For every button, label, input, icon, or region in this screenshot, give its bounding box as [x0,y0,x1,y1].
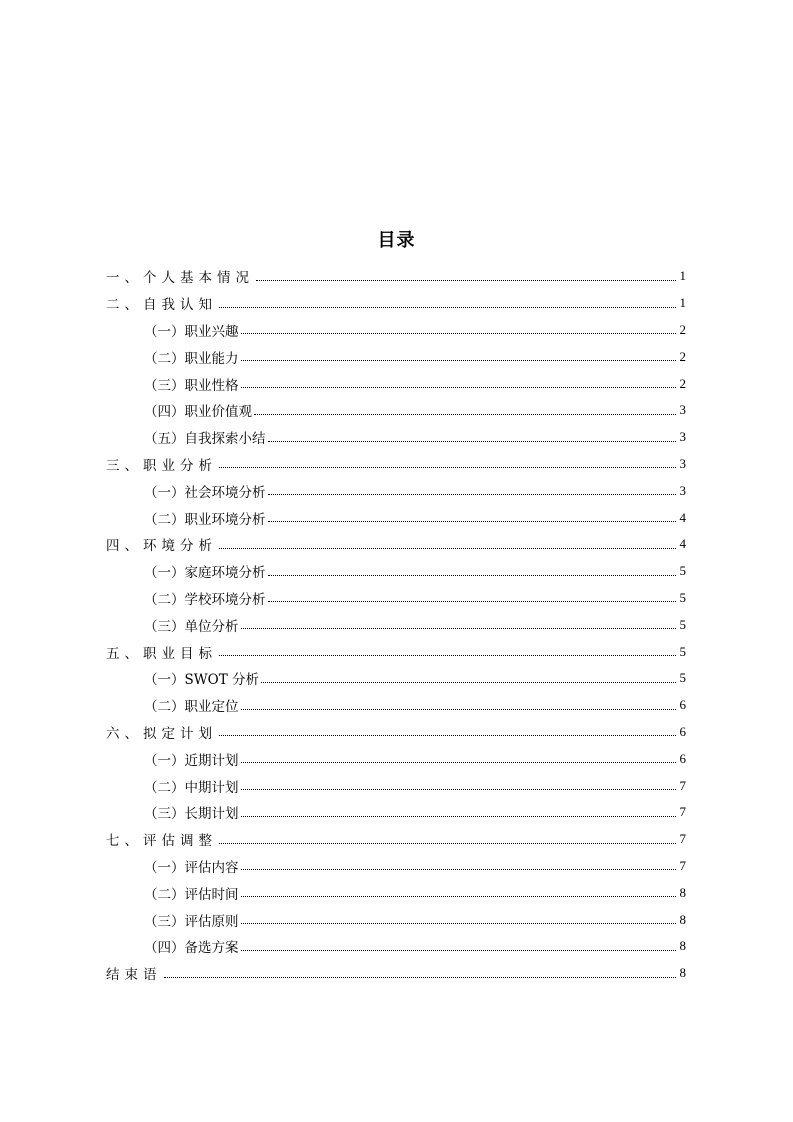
toc-entry-page-number: 5 [679,563,686,579]
toc-entry-page-number: 3 [679,482,686,498]
toc-entry-page-number: 3 [679,455,686,471]
toc-entry-page-number: 2 [679,321,686,337]
toc-subsection-entry[interactable] [106,477,686,504]
toc-list [106,263,686,987]
toc-entry-page-number: 7 [679,857,686,873]
toc-entry-label: （三）单位分析 [144,618,239,635]
toc-section-entry[interactable] [106,960,686,987]
toc-section-entry[interactable] [106,638,686,665]
toc-entry-label: （一）SWOT 分析 [144,672,259,689]
toc-dot-leader [241,816,677,817]
toc-dot-leader [268,575,677,576]
toc-entry-label: （二）学校环境分析 [144,591,266,608]
toc-subsection-entry[interactable] [106,745,686,772]
toc-entry-label: 六、拟定计划 [106,725,217,742]
toc-entry-page-number: 4 [679,509,686,525]
toc-entry-label: （二）职业定位 [144,699,239,716]
toc-subsection-entry[interactable] [106,370,686,397]
toc-dot-leader [241,869,677,870]
toc-entry-label: 七、评估调整 [106,833,217,850]
toc-entry-label: （三）职业性格 [144,377,239,394]
toc-subsection-entry[interactable] [106,558,686,585]
toc-entry-label: （五）自我探索小结 [144,431,266,448]
toc-subsection-entry[interactable] [106,665,686,692]
toc-dot-leader [254,414,676,415]
toc-section-entry[interactable] [106,290,686,317]
toc-entry-label: （一）近期计划 [144,752,239,769]
toc-title: 目录 [377,230,416,251]
toc-entry-page-number: 6 [679,723,686,739]
toc-entry-label: （二）职业环境分析 [144,511,266,528]
toc-entry-label: 五、职业目标 [106,645,217,662]
toc-dot-leader [268,521,677,522]
toc-entry-label: （四）备选方案 [144,940,239,957]
toc-entry-label: （四）职业价值观 [144,404,252,421]
toc-entry-page-number: 7 [679,831,686,847]
toc-dot-leader [241,333,677,334]
toc-dot-leader [219,307,676,308]
toc-dot-leader [241,628,677,629]
toc-dot-leader [241,762,677,763]
toc-entry-page-number: 2 [679,375,686,391]
toc-dot-leader [268,494,677,495]
toc-section-entry[interactable] [106,451,686,478]
toc-entry-page-number: 8 [679,938,686,954]
toc-subsection-entry[interactable] [106,424,686,451]
toc-entry-page-number: 4 [679,536,686,552]
toc-entry-label: （二）评估时间 [144,886,239,903]
toc-entry-page-number: 1 [679,268,686,284]
toc-entry-label: （一）评估内容 [144,859,239,876]
toc-entry-page-number: 3 [679,402,686,418]
toc-entry-label: （一）职业兴趣 [144,323,239,340]
toc-subsection-entry[interactable] [106,933,686,960]
toc-entry-label: （一）家庭环境分析 [144,565,266,582]
toc-entry-page-number: 8 [679,965,686,981]
toc-entry-page-number: 6 [679,750,686,766]
toc-dot-leader [268,601,677,602]
toc-dot-leader [164,977,677,978]
toc-entry-page-number: 7 [679,804,686,820]
toc-dot-leader [241,950,677,951]
toc-subsection-entry[interactable] [106,343,686,370]
toc-dot-leader [241,709,677,710]
toc-entry-label: （二）职业能力 [144,350,239,367]
toc-subsection-entry[interactable] [106,317,686,344]
toc-subsection-entry[interactable] [106,772,686,799]
toc-entry-page-number: 5 [679,670,686,686]
toc-dot-leader [256,280,676,281]
toc-dot-leader [241,387,677,388]
toc-entry-page-number: 5 [679,643,686,659]
toc-entry-label: 四、环境分析 [106,538,217,555]
toc-dot-leader [219,655,676,656]
toc-dot-leader [261,682,676,683]
toc-entry-page-number: 7 [679,777,686,793]
toc-subsection-entry[interactable] [106,692,686,719]
toc-entry-page-number: 2 [679,348,686,364]
toc-dot-leader [219,735,676,736]
toc-subsection-entry[interactable] [106,879,686,906]
toc-subsection-entry[interactable] [106,397,686,424]
toc-dot-leader [219,843,676,844]
toc-entry-page-number: 3 [679,429,686,445]
toc-subsection-entry[interactable] [106,799,686,826]
toc-dot-leader [241,360,677,361]
toc-entry-page-number: 6 [679,697,686,713]
toc-subsection-entry[interactable] [106,504,686,531]
toc-subsection-entry[interactable] [106,906,686,933]
toc-entry-label: 三、职业分析 [106,457,217,474]
toc-dot-leader [241,789,677,790]
toc-subsection-entry[interactable] [106,853,686,880]
toc-entry-label: （三）长期计划 [144,806,239,823]
toc-dot-leader [241,923,677,924]
toc-entry-label: （三）评估原则 [144,913,239,930]
toc-entry-page-number: 5 [679,589,686,605]
toc-section-entry[interactable] [106,263,686,290]
toc-entry-page-number: 8 [679,911,686,927]
toc-dot-leader [241,896,677,897]
toc-dot-leader [219,548,676,549]
toc-section-entry[interactable] [106,826,686,853]
toc-dot-leader [219,467,676,468]
toc-entry-label: （二）中期计划 [144,779,239,796]
toc-entry-label: 一、个人基本情况 [106,270,254,287]
toc-entry-page-number: 8 [679,884,686,900]
toc-section-entry[interactable] [106,531,686,558]
toc-entry-label: 二、自我认知 [106,297,217,314]
toc-subsection-entry[interactable] [106,585,686,612]
toc-subsection-entry[interactable] [106,611,686,638]
toc-dot-leader [268,441,677,442]
toc-section-entry[interactable] [106,719,686,746]
toc-entry-page-number: 5 [679,616,686,632]
toc-entry-label: （一）社会环境分析 [144,484,266,501]
toc-entry-label: 结束语 [106,967,162,984]
toc-entry-page-number: 1 [679,295,686,311]
